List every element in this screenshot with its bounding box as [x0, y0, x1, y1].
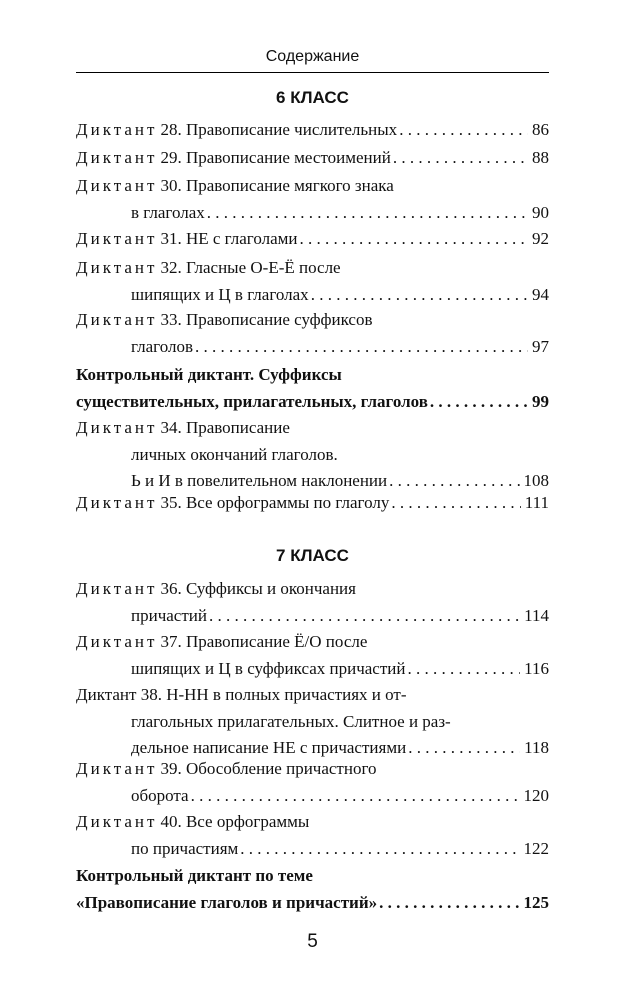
dot-leader [379, 890, 519, 917]
entry-label: Диктант [76, 759, 158, 778]
dot-leader [195, 334, 528, 361]
entry-label: Диктант [76, 579, 158, 598]
entry-label: Диктант [76, 493, 158, 512]
toc-entry[interactable] [76, 629, 549, 682]
entry-title: 28. Правописание числительных [160, 120, 398, 139]
entry-page-number: 114 [524, 605, 549, 625]
entry-title-continued: по причастиям [131, 838, 239, 858]
entry-title: 35. Все орфограммы по глаголу [160, 493, 390, 512]
toc-entry[interactable] [76, 682, 549, 762]
entry-title: Контрольный диктант по теме [76, 866, 313, 885]
entry-title-continued: причастий [131, 605, 207, 625]
entry-title: 33. Правописание суффиксов [160, 310, 373, 329]
toc-entry[interactable] [76, 576, 549, 629]
entry-title-continued: дельное написание НЕ с причастиями [131, 738, 407, 757]
entry-title: 31. НЕ с глаголами [160, 229, 298, 248]
toc-entry[interactable] [76, 226, 549, 253]
dot-leader [430, 389, 528, 416]
entry-title: 30. Правописание мягкого знака [160, 176, 394, 195]
entry-page-number: 122 [523, 838, 549, 858]
entry-page-number: 92 [532, 229, 549, 248]
dot-leader [207, 200, 528, 227]
entry-title-continued: глаголов [131, 336, 193, 356]
toc-entry[interactable] [76, 809, 549, 862]
entry-page-number: 97 [532, 336, 549, 356]
entry-title-continued: глагольных прилагательных. Слитное и раз- [131, 711, 451, 731]
entry-label: Диктант [76, 310, 158, 329]
entry-title-continued: «Правописание глаголов и причастий» [76, 892, 378, 912]
entry-page-number: 108 [523, 471, 549, 490]
entry-title: 37. Правописание Ё/О после [160, 632, 368, 651]
toc-entry[interactable] [76, 307, 549, 360]
entry-page-number: 116 [524, 658, 549, 678]
toc-entry-test[interactable] [76, 863, 549, 916]
dot-leader [209, 603, 520, 630]
toc-entry[interactable] [76, 255, 549, 308]
toc-entry-test[interactable] [76, 362, 549, 415]
section-title-grade-7: 7 КЛАСС [276, 546, 349, 565]
entry-title: Диктант 38. Н-НН в полных причастиях и от- [76, 685, 407, 704]
entry-title: 32. Гласные О-Е-Ё после [160, 258, 341, 277]
entry-title-continued: существительных, прилагательных, глаголов [76, 391, 428, 411]
entry-title: 34. Правописание [160, 418, 290, 437]
toc-entry[interactable] [76, 145, 549, 172]
entry-page-number: 90 [532, 202, 549, 222]
entry-title-continued: оборота [131, 785, 189, 805]
entry-page-number: 118 [524, 738, 549, 757]
dot-leader [300, 226, 528, 253]
entry-title: 29. Правописание местоимений [160, 148, 391, 167]
entry-page-number: 88 [532, 148, 549, 167]
dot-leader [311, 282, 528, 309]
entry-title: 39. Обособление причастного [160, 759, 377, 778]
entry-title: 40. Все орфограммы [160, 812, 310, 831]
entry-label: Диктант [76, 148, 158, 167]
entry-title-continued: Ь и И в повелительном наклонении [131, 471, 388, 490]
entry-label: Диктант [76, 812, 158, 831]
dot-leader [191, 783, 520, 810]
dot-leader [240, 836, 519, 863]
running-head: Содержание [265, 48, 360, 65]
toc-entry[interactable] [76, 117, 549, 144]
entry-label: Диктант [76, 176, 158, 195]
toc-entry[interactable] [76, 756, 549, 809]
toc-entry[interactable] [76, 415, 549, 495]
entry-page-number: 86 [532, 120, 549, 139]
toc-entry[interactable] [76, 173, 549, 226]
header-rule [76, 72, 549, 73]
entry-page-number: 120 [523, 785, 549, 805]
entry-page-number: 125 [523, 892, 549, 912]
entry-title-continued: в глаголах [131, 202, 205, 222]
dot-leader [407, 656, 520, 683]
entry-title: 36. Суффиксы и окончания [160, 579, 356, 598]
dot-leader [393, 145, 528, 172]
toc-page [76, 0, 549, 1000]
entry-title: Контрольный диктант. Суффиксы [76, 365, 342, 384]
entry-label: Диктант [76, 258, 158, 277]
dot-leader [391, 490, 520, 517]
entry-page-number: 94 [532, 284, 549, 304]
entry-label: Диктант [76, 120, 158, 139]
entry-page-number: 111 [524, 493, 549, 512]
entry-label: Диктант [76, 418, 158, 437]
page-number: 5 [307, 931, 318, 952]
toc-entry[interactable] [76, 490, 549, 517]
entry-page-number: 99 [532, 391, 549, 411]
dot-leader [399, 117, 528, 144]
entry-label: Диктант [76, 632, 158, 651]
entry-title-continued: личных окончаний глаголов. [131, 444, 338, 464]
entry-title-continued: шипящих и Ц в суффиксах причастий [131, 658, 406, 678]
section-title-grade-6: 6 КЛАСС [276, 88, 349, 107]
entry-title-continued: шипящих и Ц в глаголах [131, 284, 309, 304]
entry-label: Диктант [76, 229, 158, 248]
